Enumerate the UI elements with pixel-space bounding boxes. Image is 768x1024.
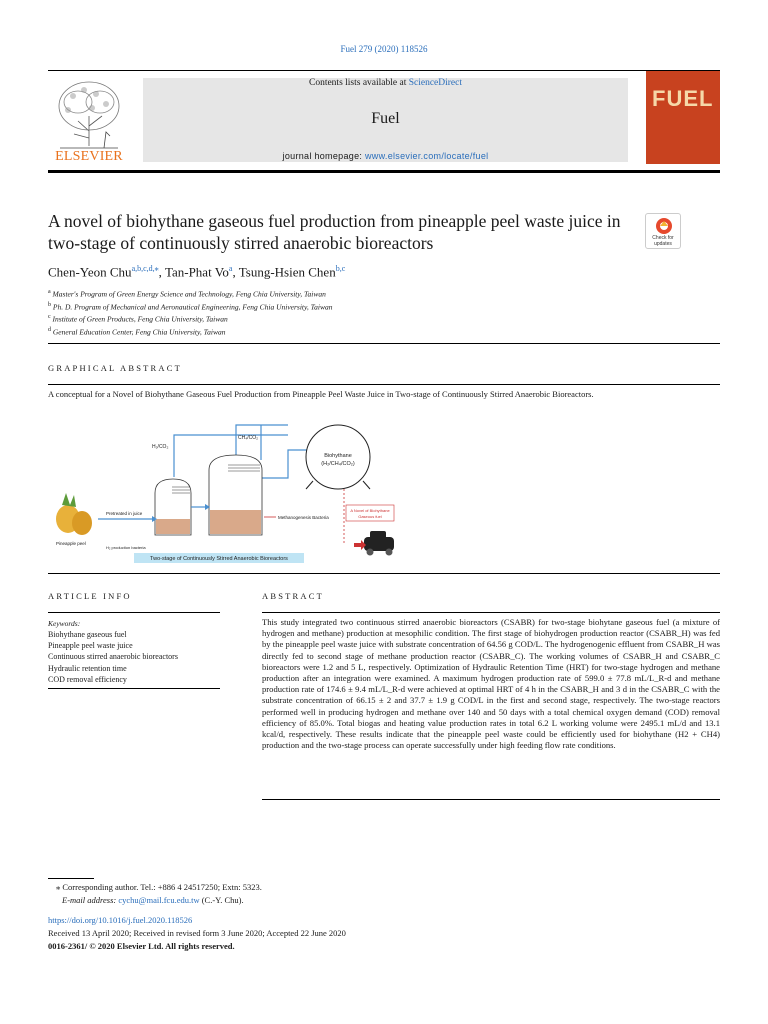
received-dates: Received 13 April 2020; Received in revised form 3 June 2020; Accepted 22 June 2020 (48, 928, 346, 938)
homepage-link[interactable]: www.elsevier.com/locate/fuel (365, 151, 489, 161)
affiliation-item: $^c$ Institute of Green Products, Feng Chia University, Taiwan (48, 314, 228, 324)
author-list: Chen-Yeon Chu$^{a,b,c,d,⁎}$, Tan-Phat Vo$^a$, Tsung-Hsien Chen$^{b,c}$ (48, 264, 346, 280)
email-label: E-mail address: (62, 895, 119, 905)
sciencedirect-link[interactable]: ScienceDirect (408, 78, 462, 88)
graphical-abstract-figure[interactable] (48, 415, 408, 565)
keyword-item[interactable]: Pineapple peel waste juice (48, 641, 133, 651)
cover-title: FUEL (652, 86, 714, 111)
graphical-abstract-caption: A conceptual for a Novel of Biohythane Gaseous Fuel Production from Pineapple Peel Waste Juice in Two-stage of Continuously Stirred Anaerobic Bioreactors. (48, 389, 594, 399)
keywords-bottom-rule (48, 688, 220, 689)
ga-label-biohythane-mix: (H₂/CH₄/CO₂) (321, 461, 355, 467)
keywords-heading: Keywords: (48, 619, 81, 628)
abstract-bottom-rule (262, 799, 720, 800)
corresponding-author-note: ⁎ Corresponding author. Tel.: +886 4 24517250; Extn: 5323. (56, 882, 262, 892)
abstract-text: This study integrated two continuous stirred anaerobic bioreactors (CSABR) for two-stage biohytane gaseous fuel (a mixture of hydrogen and methane) production at mesophilic condition. The first stage of biohydrogen production reactor (CSABR_H) was fed by the pineapple peel waste juice with substrate concentration of 64.56 g COD/L. The hydrogenogenic effluent from CSABR_H was directly fed to second stage of methane production reactor (CSABR_C). The working volumes of CSABR_H and CSABR_C bioreactors were 1.2 and 5 L, respectively. Optimization of Hydraulic Retention Time (HRT) for two-stage hydrogen and methane production after an integration were examined. A maximum hydrogen production rate of 599.0 ± 77.8 mL/L_R-d and methane production rate of 174.6 ± 9.4 mL/L_R-d were achieved at optimal HRT of 4 h in the CSABR_H and 3 d in the CSABR_C with the substrate concentration of 66.15 ± 2 and 37.7 ± 1.9 g COD/L in the first and second stage, respectively. The two-stage reactors performed well in producing hydrogen and methane over 140 and 50 days with a total chemical oxygen demand (COD) removal efficiency of 85.0%. Total biogas and heating value production rates in total 6.2 L working volume were 2495.1 mL/d and 13.1 kcal/d, respectively. These results indicate that the pineapple peel waste could be efficiently used for biohythane (H2 + CH4) production and the two-stage process can operate successfully under high feeding flow rate conditions. (262, 617, 720, 751)
journal-name: Fuel (371, 110, 400, 127)
email-suffix: (C.-Y. Chu). (199, 895, 244, 905)
reactor-stage-2 (209, 455, 262, 535)
masthead-top-rule (48, 70, 720, 71)
affiliation-item: $^a$ Master's Program of Green Energy Science and Technology, Feng Chia University, Taiwan (48, 289, 326, 299)
abstract-rule (262, 612, 720, 613)
ga-label-ch4co2: CH₄/CO₂ (238, 435, 259, 441)
ga-label-biohythane: Biohythane (324, 453, 352, 459)
contents-line (143, 78, 628, 88)
author-name[interactable]: Tsung-Hsien Chen (238, 264, 336, 280)
doi-link[interactable]: https://doi.org/10.1016/j.fuel.2020.118526 (48, 915, 193, 925)
ga-label-reactor-caption: Two-stage of Continuously Stirred Anaerobic Bioreactors (150, 556, 288, 562)
ga-label-juice: Pretreated in juice (106, 511, 143, 516)
email-note (62, 895, 244, 905)
ga-label-methanogens: Methanogenesis Bacteria (278, 515, 329, 520)
author-affil-ref[interactable]: b,c (335, 264, 346, 273)
affiliation-item: $^d$ General Education Center, Feng Chia University, Taiwan (48, 326, 226, 336)
article-info-rule (48, 612, 220, 613)
masthead-bottom-rule (48, 170, 720, 173)
reactor-stage-1 (155, 479, 191, 535)
footnote-rule (48, 878, 94, 879)
keyword-item[interactable]: Biohythane gaseous fuel (48, 630, 127, 639)
email-link[interactable]: cychu@mail.fcu.edu.tw (118, 895, 200, 905)
keyword-item[interactable]: COD removal efficiency (48, 674, 127, 684)
journal-citation[interactable]: Fuel 279 (2020) 118526 (340, 44, 428, 54)
ga-label-novel-fuel-1: A Novel of Biohythane (350, 508, 390, 513)
author-name[interactable]: Chen-Yeon Chu (48, 264, 132, 280)
ga-label-pineapple: Pineapple peel (56, 541, 86, 546)
abstract-heading: ABSTRACT (262, 591, 324, 601)
ga-label-novel-fuel-2: Gaseous fuel (358, 514, 382, 519)
ga-label-h2co2: H₂/CO₂ (152, 444, 169, 450)
author-name[interactable]: Tan-Phat Vo (164, 264, 229, 280)
article-title: A novel of biohythane gaseous fuel production from pineapple peel waste juice in two-stage of continuously stirred anaerobic bioreactors (48, 211, 621, 253)
keyword-item[interactable]: Hydraulic retention time (48, 663, 127, 673)
affiliation-list (48, 287, 648, 337)
keyword-item[interactable]: Continuous stirred anaerobic bioreactors (48, 652, 178, 662)
affiliation-item: $^b$ Ph. D. Program of Mechanical and Aeronautical Engineering, Feng Chia University, Taiwan (48, 301, 333, 311)
author-affil-ref[interactable]: a (228, 264, 233, 273)
section-rule (48, 343, 720, 344)
copyright-notice: 0016-2361/ © 2020 Elsevier Ltd. All rights reserved. (48, 941, 235, 951)
pineapple-icon (56, 493, 92, 535)
section-rule (48, 384, 720, 385)
homepage-prefix: journal homepage: (282, 151, 365, 161)
journal-homepage (143, 151, 628, 161)
elsevier-wordmark: ELSEVIER (55, 149, 123, 164)
crossmark-label: Check for updates (652, 235, 674, 247)
contents-prefix: Contents lists available at (308, 78, 409, 88)
article-info-heading: ARTICLE INFO (48, 591, 132, 601)
keyword-list (48, 629, 220, 685)
graphical-abstract-heading: GRAPHICAL ABSTRACT (48, 363, 182, 373)
journal-cover-image (646, 71, 720, 164)
section-rule (48, 573, 720, 574)
ga-label-h2-bacteria: H₂ production bacteria (106, 545, 146, 550)
author-affil-ref[interactable]: a,b,c,d,⁎ (131, 264, 159, 273)
car-icon (354, 531, 394, 556)
